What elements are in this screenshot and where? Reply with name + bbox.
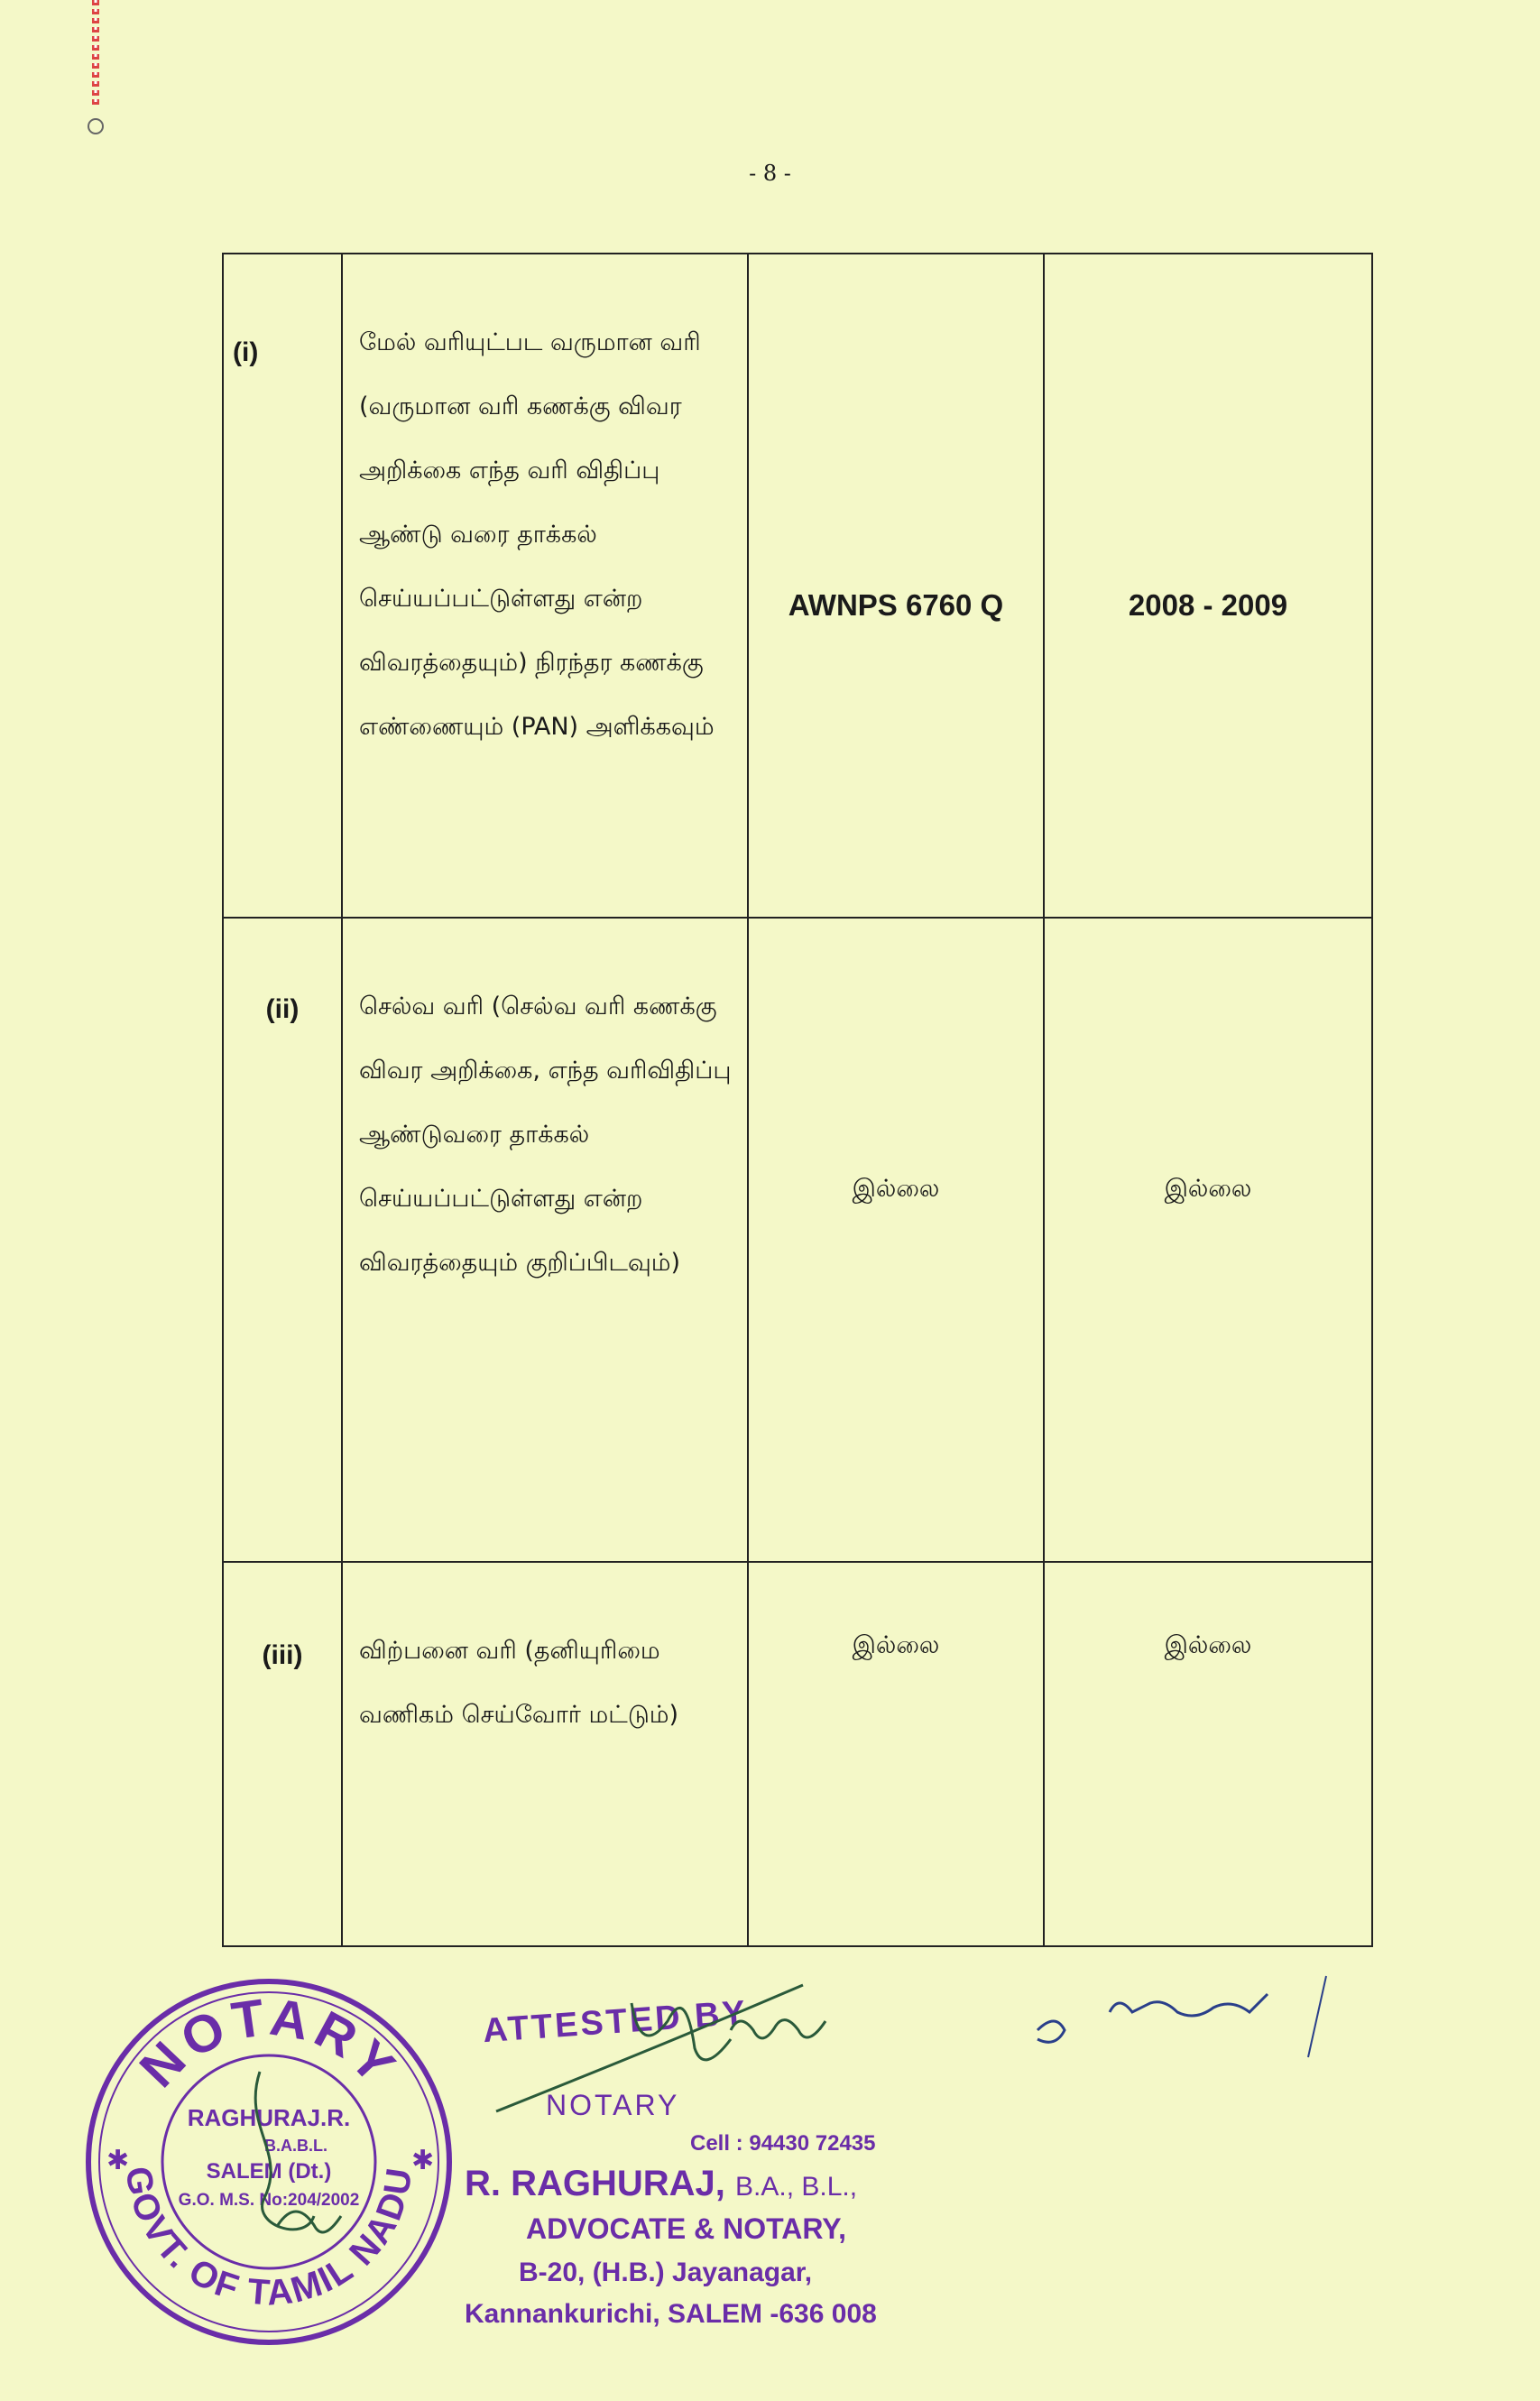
svg-text:✱: ✱	[411, 2145, 435, 2176]
item-value: இல்லை	[852, 1175, 940, 1203]
item-description: செல்வ வரி (செல்வ வரி கணக்கு விவர அறிக்கை, எந்த வரிவிதிப்பு ஆண்டுவரை தாக்கல் செய்யப்பட்டுள்ளது என்ற விவரத்தையும் குறிப்பிடவும்)	[359, 993, 732, 1277]
seal-order: G.O. M.S. No:204/2002	[178, 2191, 360, 2210]
attested-by-text: ATTESTED BY	[481, 1993, 750, 2051]
item-number: (i)	[233, 337, 259, 367]
table-row	[223, 254, 1372, 918]
seal-place: SALEM (Dt.)	[206, 2159, 332, 2184]
table-row	[223, 918, 1372, 1562]
seal-name: RAGHURAJ.R.	[187, 2104, 351, 2131]
item-year: இல்லை	[1164, 1631, 1252, 1659]
cell-number: Cell : 94430 72435	[690, 2131, 876, 2156]
svg-text:NOTARY	[128, 1988, 409, 2099]
binding-string	[85, 0, 106, 135]
address-line-1: B-20, (H.B.) Jayanagar,	[519, 2258, 813, 2287]
seal-degree: B.A.B.L.	[264, 2137, 327, 2155]
notary-title: ADVOCATE & NOTARY,	[526, 2212, 846, 2245]
notary-signature	[478, 1967, 857, 2129]
item-description: விற்பனை வரி (தனியுரிமை வணிகம் செய்வோர் மட்டும்)	[359, 1637, 679, 1729]
seal-top-text: NOTARY	[128, 1987, 410, 2099]
svg-text:✱: ✱	[106, 2145, 130, 2176]
executant-signature	[1019, 1958, 1362, 2066]
tax-details-table	[222, 253, 1373, 1947]
item-number: (iii)	[262, 1640, 303, 1670]
notary-text: NOTARY	[546, 2089, 680, 2121]
assessment-year: 2008 - 2009	[1128, 588, 1288, 622]
item-description: மேல் வரியுட்பட வருமான வரி (வருமான வரி கணக்கு விவர அறிக்கை எந்த வரி விதிப்பு ஆண்டு வரை தாக்கல் செய்யப்பட்டுள்ளது என்ற விவரத்தையும்) நிரந்தர கணக்கு எண்ணையும் (PAN) அளிக்கவும்	[359, 328, 715, 741]
notary-name: R. RAGHURAJ, B.A., B.L.,	[465, 2164, 858, 2203]
table-row	[223, 1562, 1372, 1946]
notary-seal	[79, 1972, 458, 2351]
item-number: (ii)	[265, 994, 300, 1024]
page-number: - 8 -	[749, 161, 791, 186]
address-line-2: Kannankurichi, SALEM -636 008	[465, 2299, 877, 2329]
item-value: இல்லை	[852, 1631, 940, 1659]
item-year: இல்லை	[1164, 1175, 1252, 1203]
seal-bottom-text: GOVT. OF TAMIL NADU	[117, 2164, 420, 2313]
pan-number: AWNPS 6760 Q	[788, 588, 1004, 622]
